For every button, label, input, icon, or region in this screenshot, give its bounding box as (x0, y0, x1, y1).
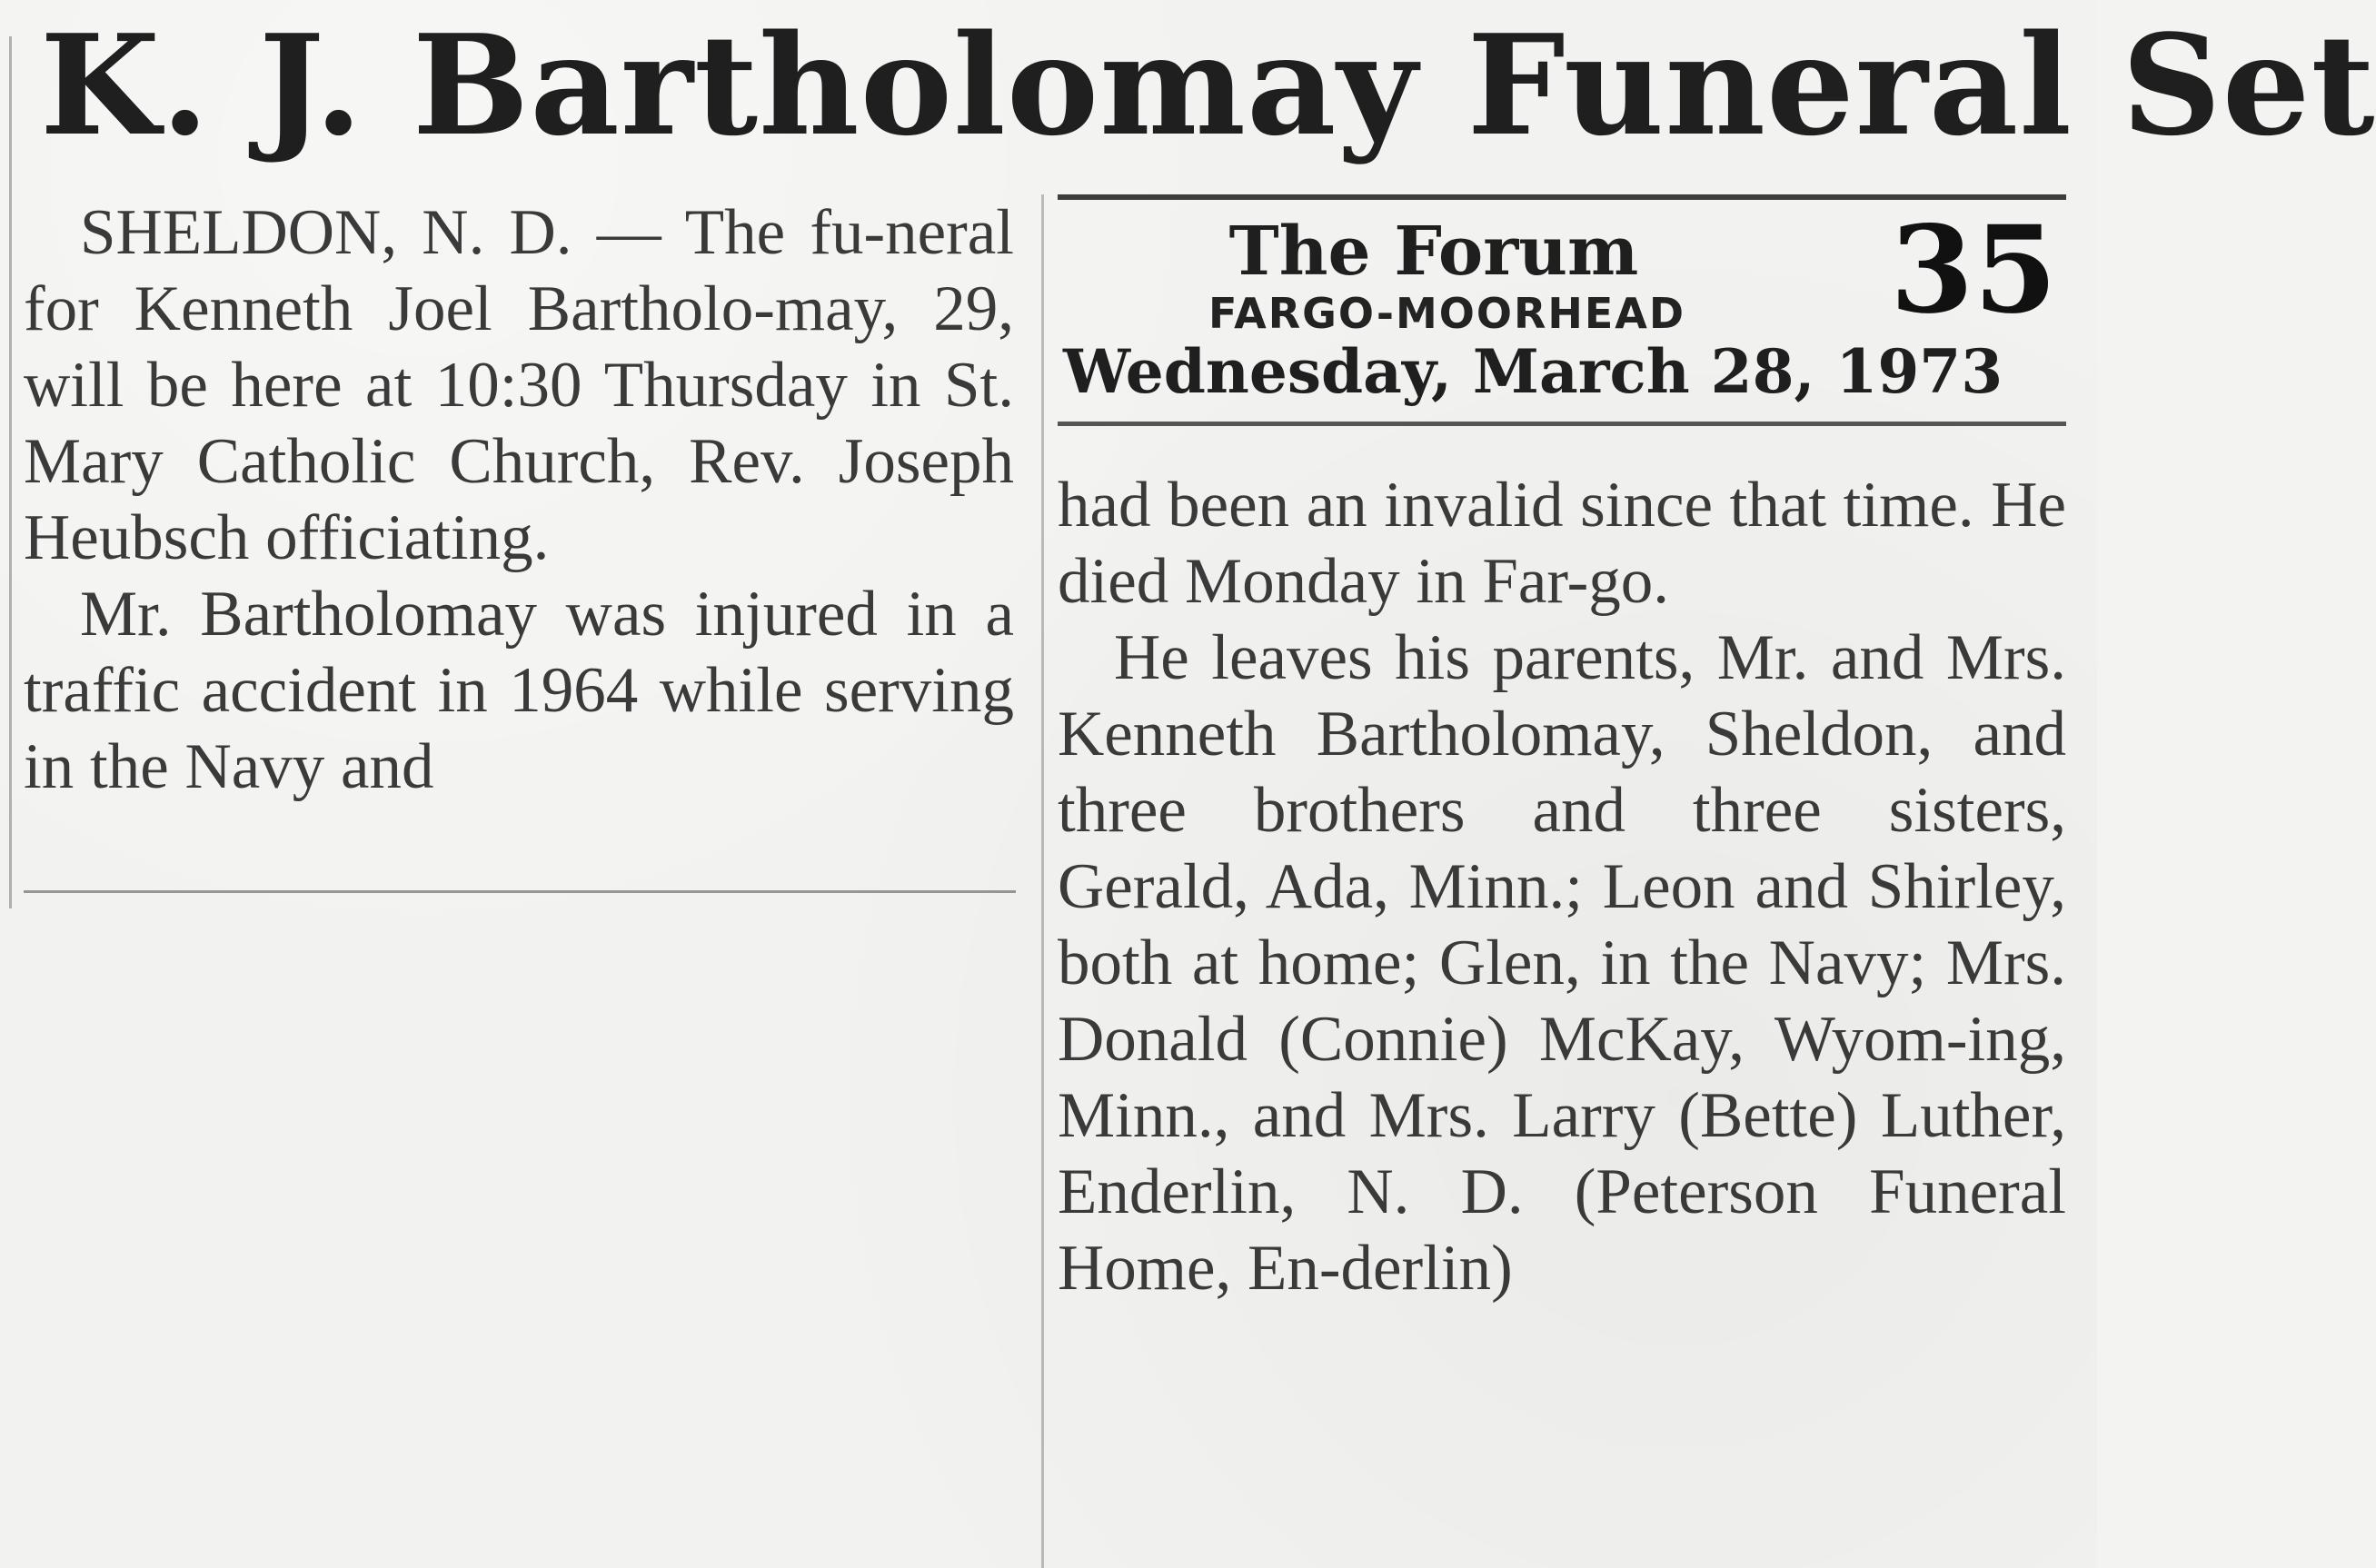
masthead-city: FARGO-MOORHEAD (1208, 289, 1686, 338)
headline: K. J. Bartholomay Funeral Set (40, 4, 2376, 166)
right-paragraph-1: had been an invalid since that time. He died Monday in Far-go. (1058, 470, 2066, 617)
masthead-title: The Forum (1228, 213, 1639, 291)
page-number: 35 (1890, 200, 2057, 341)
right-paragraph-2: He leaves his parents, Mr. and Mrs. Kenneth Bartholomay, Sheldon, and three brothers and three sisters, Gerald, Ada, Minn.; Leon and Shirley, both at home; Glen, in the Navy; Mrs. Donald (Connie) McKay, Wyom-ing, Minn., and Mrs. Larry (Bette) Luther, Enderlin, N. D. (Peterson Funeral Home, En-derlin) (1058, 622, 2066, 1304)
left-margin-rule (9, 36, 12, 908)
left-column-bottom-rule (24, 890, 1016, 893)
left-column (24, 194, 1014, 805)
left-paragraph-2: Mr. Bartholomay was injured in a traffic accident in 1964 while serving in the Navy and (24, 579, 1014, 802)
column-divider-rule (1041, 194, 1044, 1568)
masthead-date: Wednesday, March 28, 1973 (1063, 336, 2003, 407)
masthead (1058, 194, 2066, 426)
left-paragraph-1: SHELDON, N. D. — The fu-neral for Kenneth Joel Bartholo-may, 29, will be here at 10:30 Thursday in St. Mary Catholic Church, Rev. Joseph Heubsch officiating. (24, 197, 1014, 573)
right-column (1058, 194, 2066, 1306)
